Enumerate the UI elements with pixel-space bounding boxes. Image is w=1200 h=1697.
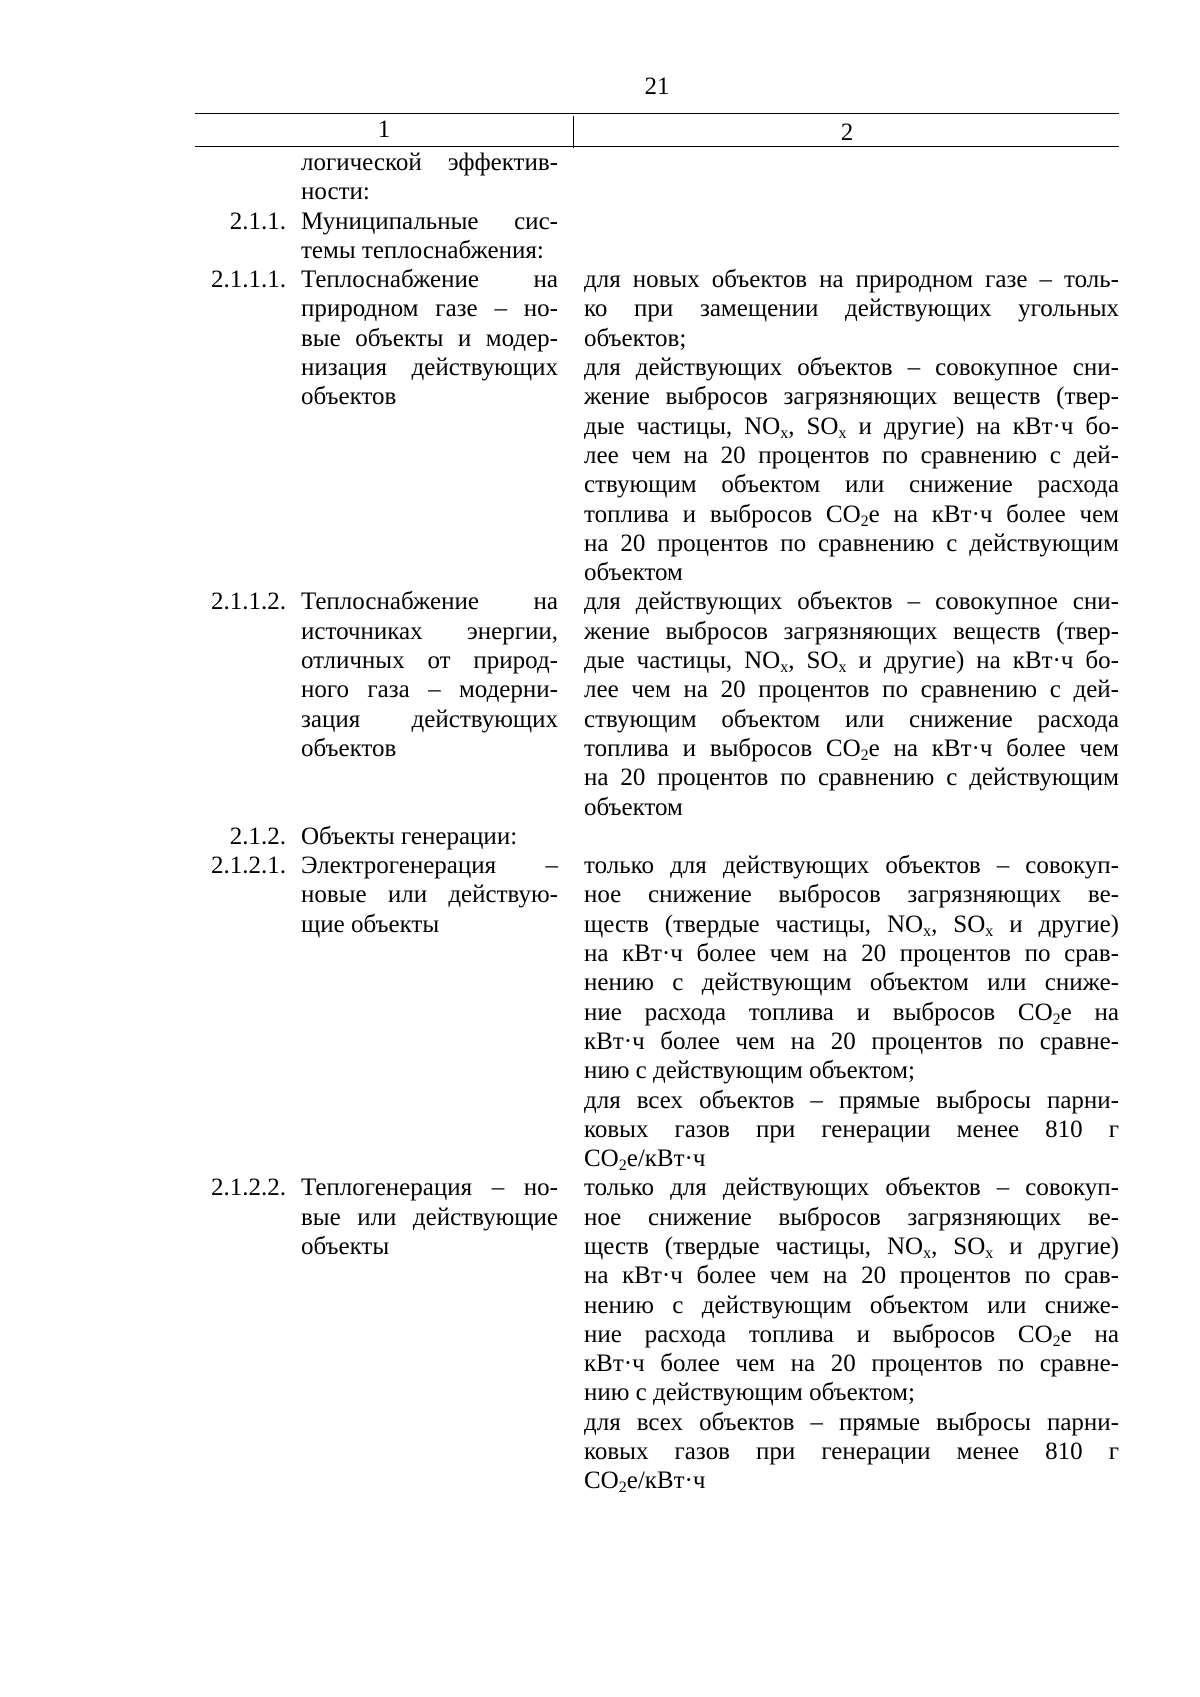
row-name-line: щие объекты — [301, 910, 440, 938]
row-criteria — [584, 1173, 1119, 1495]
criteria-line: ние расхода топлива и выбросов $CO_2е$ на — [584, 998, 1119, 1028]
criteria-line: для всех объектов – прямые выбросы парни- — [584, 1086, 1119, 1114]
criteria-line: ние расхода топлива и выбросов $CO_2е$ на — [584, 1320, 1119, 1350]
row-name-line: Объекты генерации: — [301, 822, 518, 850]
criteria-paragraph — [584, 265, 1119, 353]
criteria-line: топлива и выбросов $CO_2е$ на кВт·ч более чем — [584, 734, 1119, 764]
row-number: 2.1.2. — [229, 822, 286, 850]
subscript: x — [923, 1244, 932, 1262]
table-header-row — [195, 113, 1119, 147]
criteria-line: на 20 процентов по сравнению с действующим — [584, 529, 1119, 557]
row-name — [301, 148, 558, 207]
row-number: 2.1.1.2. — [211, 588, 286, 616]
subscript: x — [923, 922, 932, 940]
subscript: x — [838, 659, 847, 677]
row-number: 2.1.1.1. — [211, 266, 286, 294]
row-name-line: логической эффектив- — [301, 149, 558, 176]
criteria-line: жение выбросов загрязняющих веществ (твер- — [584, 383, 1119, 411]
criteria-line: дые частицы, $NO_x$, $SO_x$ и другие) на кВт·ч бо- — [584, 412, 1119, 442]
criteria-line: только для действующих объектов – совокуп- — [584, 1174, 1119, 1202]
row-name-line: ного газа – модерни- — [301, 676, 558, 704]
subscript: x — [985, 922, 994, 940]
criteria-line: $CO_2е/кВт\cdot ч$ — [584, 1145, 706, 1175]
criteria-line: для действующих объектов – совокупное сни- — [584, 588, 1119, 616]
subscript: 2 — [618, 1157, 627, 1175]
column-header-2: 2 — [573, 116, 1120, 148]
criteria-line: ковых газов при генерации менее 810 г — [584, 1115, 1119, 1143]
criteria-line: топлива и выбросов $CO_2е$ на кВт·ч более чем — [584, 500, 1119, 530]
criteria-line: дые частицы, $NO_x$, $SO_x$ и другие) на кВт·ч бо- — [584, 647, 1119, 677]
table-row — [195, 1173, 1119, 1495]
row-name — [301, 207, 558, 266]
row-name — [301, 587, 558, 763]
subscript: x — [985, 1244, 994, 1262]
table-row — [195, 587, 1119, 821]
row-name — [301, 1173, 558, 1261]
row-name-line: Теплоснабжение на — [301, 266, 558, 294]
criteria-paragraph — [584, 851, 1119, 1085]
subscript: 2 — [1052, 1010, 1061, 1028]
criteria-line: только для действующих объектов – совокуп- — [584, 852, 1119, 880]
table-row — [195, 265, 1119, 587]
row-name-line: природном газе – но- — [301, 295, 558, 323]
row-name — [301, 822, 558, 851]
page-number: 21 — [644, 73, 670, 100]
criteria-line: ществ (твердые частицы, $NO_x$, $SO_x$ и другие) — [584, 910, 1119, 940]
table-body — [195, 148, 1119, 1496]
criteria-line: жение выбросов загрязняющих веществ (твер- — [584, 617, 1119, 645]
row-name-line: зация действующих — [301, 705, 558, 733]
row-criteria — [584, 851, 1119, 1173]
criteria-line: объектом — [584, 793, 683, 821]
row-criteria — [584, 587, 1119, 821]
row-name-line: ности: — [301, 178, 370, 206]
row-name-line: объекты — [301, 1232, 390, 1260]
criteria-line: ко при замещении действующих угольных — [584, 295, 1119, 323]
criteria-paragraph — [584, 1173, 1119, 1407]
criteria-line: на кВт·ч более чем на 20 процентов по срав- — [584, 940, 1119, 968]
criteria-paragraph — [584, 1086, 1119, 1174]
criteria-line: лее чем на 20 процентов по сравнению с дей- — [584, 441, 1119, 469]
criteria-line: ное снижение выбросов загрязняющих ве- — [584, 1203, 1119, 1231]
subscript: x — [780, 424, 789, 442]
row-number: 2.1.2.1. — [211, 852, 286, 880]
column-header-1: 1 — [377, 116, 391, 143]
table-row — [195, 207, 1119, 266]
criteria-line: ществ (твердые частицы, $NO_x$, $SO_x$ и другие) — [584, 1232, 1119, 1262]
criteria-line: объектов; — [584, 324, 687, 352]
criteria-line: нию с действующим объектом; — [584, 1379, 915, 1407]
criteria-paragraph — [584, 587, 1119, 821]
criteria-line: для действующих объектов – совокупное сни- — [584, 354, 1119, 382]
row-name-line: вые или действующие — [301, 1203, 558, 1231]
row-criteria — [584, 265, 1119, 587]
criteria-line: $CO_2е/кВт\cdot ч$ — [584, 1467, 706, 1497]
row-name-line: объектов — [301, 383, 397, 411]
row-name-line: вые объекты и модер- — [301, 324, 558, 352]
row-name-line: Муниципальные сис- — [301, 207, 558, 235]
row-name-line: отличных от природ- — [301, 647, 558, 675]
row-name-line: Теплогенерация – но- — [301, 1174, 558, 1202]
criteria-line: кВт·ч более чем на 20 процентов по сравне- — [584, 1027, 1119, 1055]
table-row — [195, 822, 1119, 851]
criteria-line: кВт·ч более чем на 20 процентов по сравне- — [584, 1350, 1119, 1378]
row-name — [301, 265, 558, 411]
row-name-line: объектов — [301, 734, 397, 762]
criteria-line: ное снижение выбросов загрязняющих ве- — [584, 881, 1119, 909]
row-name-line: Теплоснабжение на — [301, 588, 558, 616]
criteria-line: ствующим объектом или снижение расхода — [584, 471, 1119, 499]
row-name-line: новые или действую- — [301, 881, 558, 909]
subscript: 2 — [618, 1479, 627, 1497]
criteria-line: ствующим объектом или снижение расхода — [584, 705, 1119, 733]
row-number: 2.1.1. — [229, 207, 286, 235]
subscript: x — [838, 424, 847, 442]
table-row — [195, 148, 1119, 207]
row-name-line: Электрогенерация – — [301, 852, 558, 880]
criteria-line: на кВт·ч более чем на 20 процентов по срав- — [584, 1262, 1119, 1290]
criteria-paragraph — [584, 1408, 1119, 1496]
row-name-line: темы теплоснабжения: — [301, 236, 544, 264]
row-name-line: низация действующих — [301, 354, 558, 382]
row-number: 2.1.2.2. — [211, 1174, 286, 1202]
criteria-line: нию с действующим объектом; — [584, 1057, 915, 1085]
subscript: 2 — [860, 512, 869, 530]
criteria-line: нению с действующим объектом или сниже- — [584, 1291, 1119, 1319]
criteria-line: для новых объектов на природном газе – толь- — [584, 266, 1119, 294]
subscript: x — [780, 659, 789, 677]
criteria-line: на 20 процентов по сравнению с действующим — [584, 764, 1119, 792]
criteria-line: для всех объектов – прямые выбросы парни- — [584, 1408, 1119, 1436]
row-name-line: источниках энергии, — [301, 617, 558, 645]
criteria-line: объектом — [584, 559, 683, 587]
subscript: 2 — [1052, 1332, 1061, 1350]
row-name — [301, 851, 558, 939]
criteria-line: нению с действующим объектом или сниже- — [584, 969, 1119, 997]
criteria-line: ковых газов при генерации менее 810 г — [584, 1438, 1119, 1466]
criteria-line: лее чем на 20 процентов по сравнению с дей- — [584, 676, 1119, 704]
subscript: 2 — [860, 746, 869, 764]
table-row — [195, 851, 1119, 1173]
criteria-paragraph — [584, 353, 1119, 587]
